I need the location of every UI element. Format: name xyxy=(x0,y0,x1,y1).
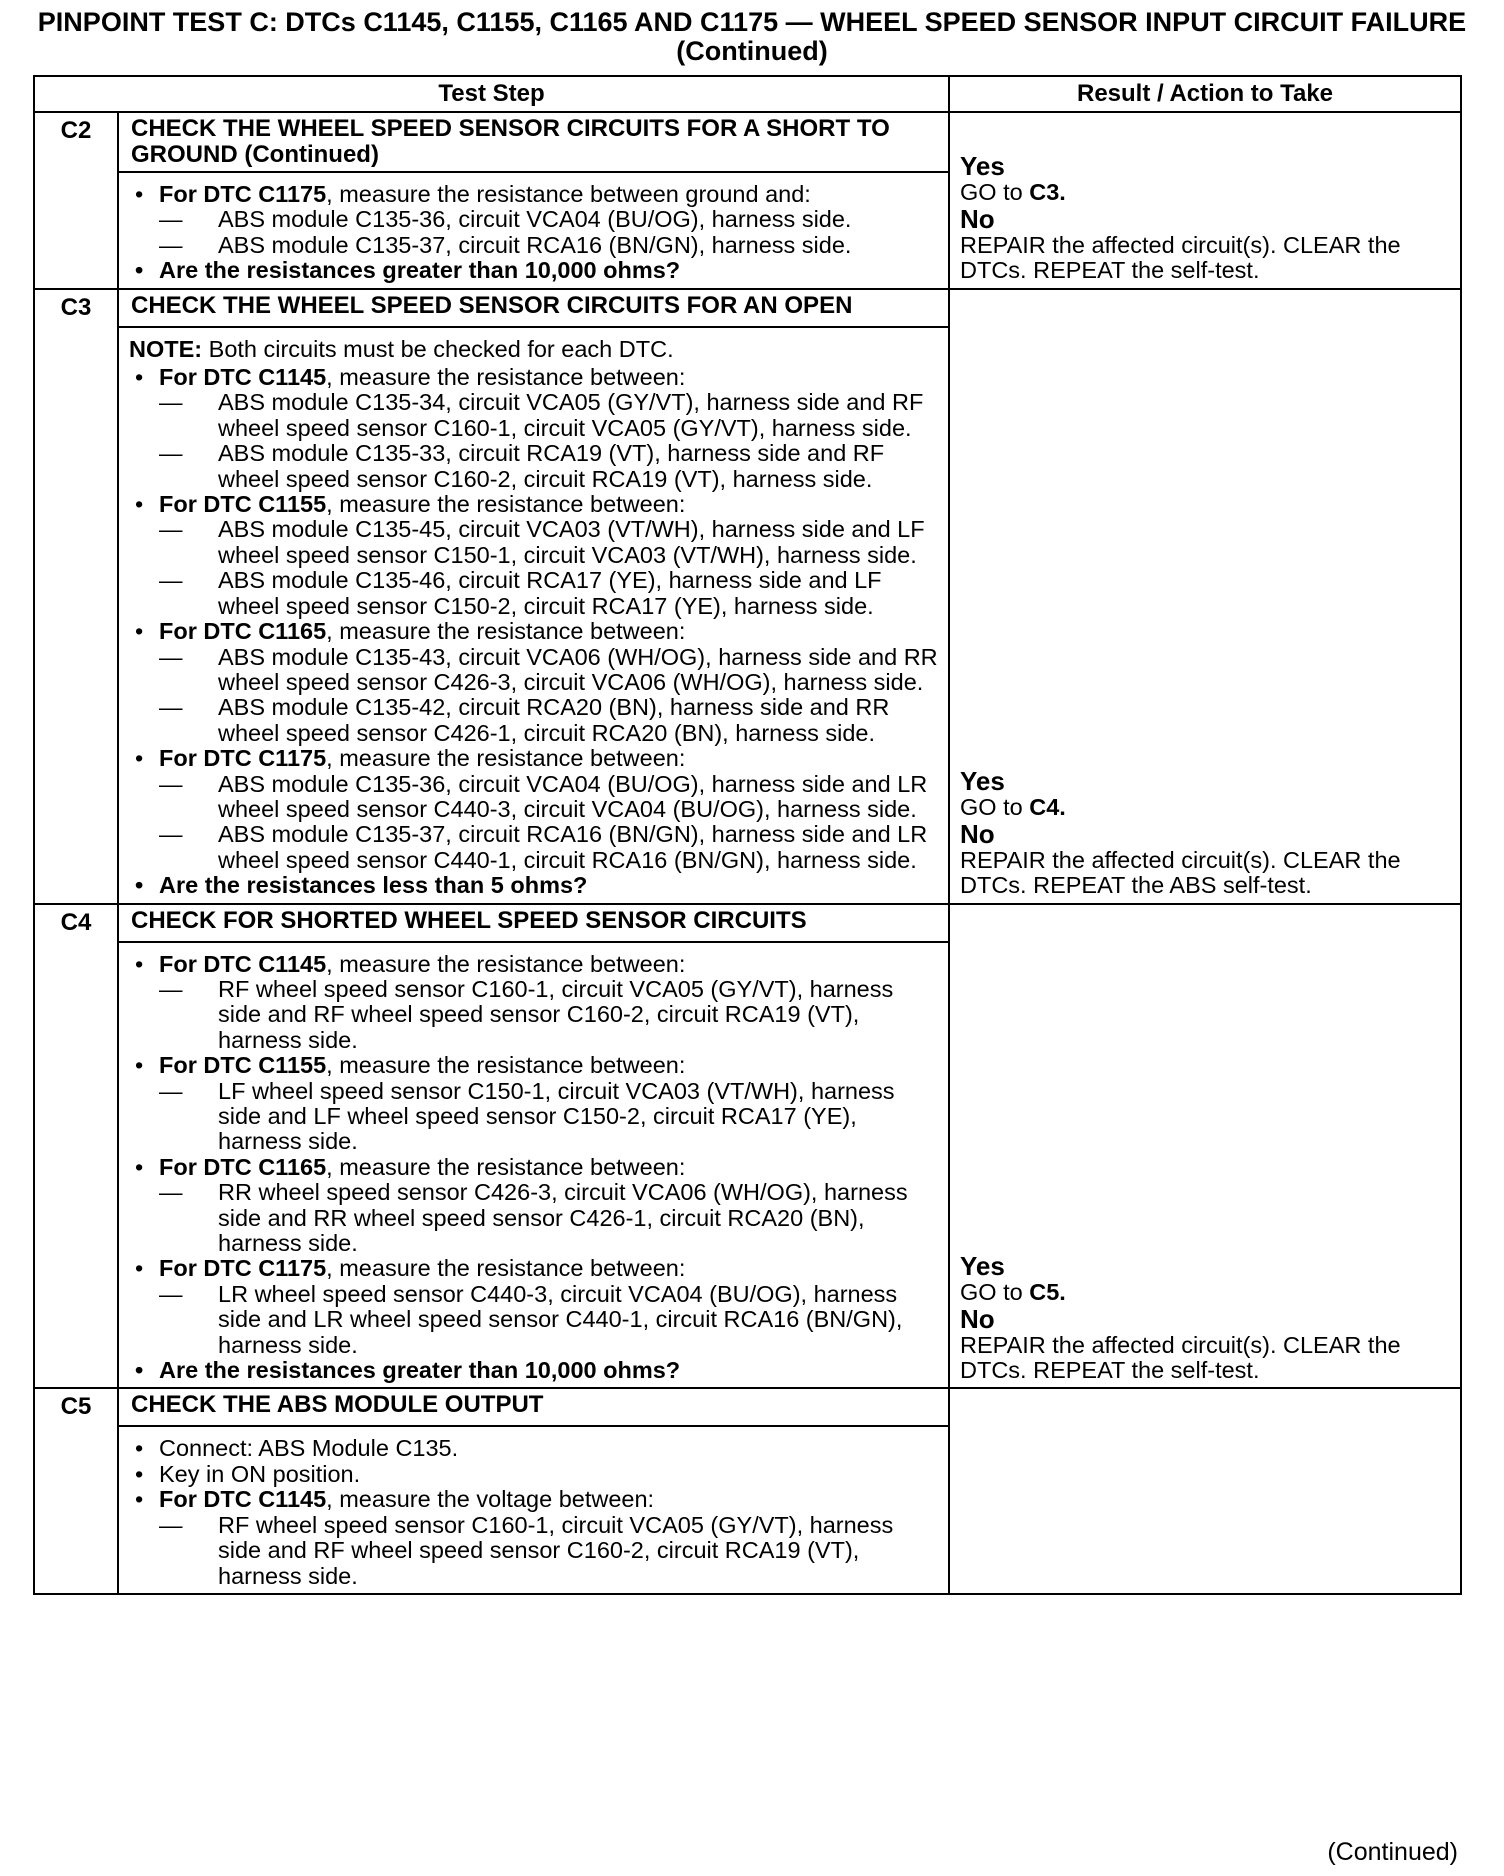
instruction-text: , measure the resistance between: xyxy=(326,1153,686,1180)
dtc-label: For DTC C1155 xyxy=(159,1052,327,1079)
bullet-item xyxy=(129,952,940,1054)
sub-item: — ABS module C135-46, circuit RCA17 (YE), harness side and LF wheel speed sensor C150-2, circuit RCA17 (YE), harness side. xyxy=(159,568,940,619)
test-question: • Are the resistances greater than 10,000 ohms? xyxy=(129,258,940,283)
go-to-step-c3: C3. xyxy=(1029,179,1066,206)
sub-item: — RF wheel speed sensor C160-1, circuit VCA05 (GY/VT), harness side and RF wheel speed sensor C160-2, circuit RCA19 (VT), harness side. xyxy=(159,1513,940,1589)
instruction-text: , measure the resistance between: xyxy=(326,745,686,772)
instruction-text: , measure the voltage between: xyxy=(326,1486,655,1513)
go-to-step-c5: C5. xyxy=(1029,1279,1066,1306)
step-c2-title: CHECK THE WHEEL SPEED SENSOR CIRCUITS FOR A SHORT TO GROUND (Continued) xyxy=(118,112,949,172)
dtc-label: For DTC C1155 xyxy=(159,491,327,518)
sub-item: — RR wheel speed sensor C426-3, circuit VCA06 (WH/OG), harness side and RR wheel speed sensor C426-1, circuit RCA20 (BN), harness side. xyxy=(159,1180,940,1256)
bullet-item: • Connect: ABS Module C135. xyxy=(129,1436,940,1461)
step-c5-id: C5 xyxy=(34,1388,118,1593)
dtc-label: For DTC C1165 xyxy=(159,1153,327,1180)
step-c4-result xyxy=(949,904,1461,1389)
result-yes-label: Yes xyxy=(960,766,1005,797)
sub-item: — ABS module C135-45, circuit VCA03 (VT/WH), harness side and LF wheel speed sensor C150-1, circuit VCA03 (VT/WH), harness side. xyxy=(159,517,940,568)
note-text: Both circuits must be checked for each DTC. xyxy=(202,335,674,362)
step-c2-result xyxy=(949,112,1461,289)
result-yes-action xyxy=(960,1280,1452,1305)
test-step-header: Test Step xyxy=(34,76,949,112)
table-header-row xyxy=(34,76,1461,112)
instruction-text: , measure the resistance between: xyxy=(326,1052,686,1079)
bullet-item xyxy=(129,182,940,258)
step-c5-result xyxy=(949,1388,1461,1593)
result-yes-action xyxy=(960,180,1452,205)
sub-item: — ABS module C135-37, circuit RCA16 (BN/GN), harness side. xyxy=(159,233,940,258)
bullet-item xyxy=(129,619,940,746)
step-c5-body xyxy=(118,1426,949,1593)
bullet-item xyxy=(129,492,940,619)
test-question: • Are the resistances less than 5 ohms? xyxy=(129,873,940,898)
result-no-label: No xyxy=(960,203,995,234)
bullet-item xyxy=(129,746,940,873)
bullet-item: • Key in ON position. xyxy=(129,1462,940,1487)
go-to-step-c4: C4. xyxy=(1029,794,1066,821)
sub-item: — LF wheel speed sensor C150-1, circuit VCA03 (VT/WH), harness side and LF wheel speed sensor C150-2, circuit RCA17 (YE), harness side. xyxy=(159,1079,940,1155)
go-to-text: GO to xyxy=(960,794,1023,821)
test-question: • Are the resistances greater than 10,000 ohms? xyxy=(129,1358,940,1383)
dtc-label: For DTC C1145 xyxy=(159,950,327,977)
sub-item: — LR wheel speed sensor C440-3, circuit VCA04 (BU/OG), harness side and LR wheel speed sensor C440-1, circuit RCA16 (BN/GN), harness side. xyxy=(159,1282,940,1358)
note-line xyxy=(129,337,940,362)
dtc-label: For DTC C1165 xyxy=(159,618,327,645)
instruction-text: , measure the resistance between: xyxy=(326,618,686,645)
step-c2-body xyxy=(118,172,949,289)
step-c5-title-row xyxy=(34,1388,1461,1426)
step-c3-id: C3 xyxy=(34,289,118,904)
sub-item: — ABS module C135-37, circuit RCA16 (BN/GN), harness side and LR wheel speed sensor C440-1, circuit RCA16 (BN/GN), harness side. xyxy=(159,822,940,873)
dtc-label: For DTC C1175 xyxy=(159,745,327,772)
step-c4-title-row xyxy=(34,904,1461,942)
result-yes-action xyxy=(960,795,1452,820)
result-no-label: No xyxy=(960,818,995,849)
bullet-item xyxy=(129,1256,940,1358)
result-header: Result / Action to Take xyxy=(949,76,1461,112)
dtc-label: For DTC C1145 xyxy=(159,1486,327,1513)
bullet-item xyxy=(129,365,940,492)
note-label: NOTE: xyxy=(129,335,203,362)
dtc-label: For DTC C1175 xyxy=(159,181,327,207)
result-yes-label: Yes xyxy=(960,1251,1005,1282)
sub-item: — ABS module C135-36, circuit VCA04 (BU/OG), harness side and LR wheel speed sensor C440-3, circuit VCA04 (BU/OG), harness side. xyxy=(159,772,940,823)
instruction-text: , measure the resistance between: xyxy=(326,1255,686,1282)
instruction-text: , measure the resistance between: xyxy=(326,491,686,518)
result-no-action: REPAIR the affected circuit(s). CLEAR the DTCs. REPEAT the self-test. xyxy=(960,231,1401,284)
dtc-label: For DTC C1145 xyxy=(159,364,327,391)
pinpoint-test-table xyxy=(33,75,1462,1595)
bullet-item xyxy=(129,1487,940,1589)
result-no-action: REPAIR the affected circuit(s). CLEAR the DTCs. REPEAT the ABS self-test. xyxy=(960,846,1401,899)
go-to-text: GO to xyxy=(960,179,1023,206)
step-c3-body xyxy=(118,327,949,904)
result-no-label: No xyxy=(960,1303,995,1334)
sub-item: — ABS module C135-43, circuit VCA06 (WH/OG), harness side and RR wheel speed sensor C426-3, circuit VCA06 (WH/OG), harness side. xyxy=(159,645,940,696)
bullet-item xyxy=(129,1053,940,1155)
instruction-text: , measure the resistance between: xyxy=(326,364,686,391)
page-title: PINPOINT TEST C: DTCs C1145, C1155, C1165 AND C1175 — WHEEL SPEED SENSOR INPUT CIRCUIT FAILURE (Continued) xyxy=(37,7,1467,66)
sub-item: — RF wheel speed sensor C160-1, circuit VCA05 (GY/VT), harness side and RF wheel speed sensor C160-2, circuit RCA19 (VT), harness side. xyxy=(159,977,940,1053)
bullet-item xyxy=(129,1155,940,1257)
sub-item: — ABS module C135-36, circuit VCA04 (BU/OG), harness side. xyxy=(159,207,940,232)
dtc-label: For DTC C1175 xyxy=(159,1255,327,1282)
step-c4-body xyxy=(118,942,949,1389)
step-c2-id: C2 xyxy=(34,112,118,289)
sub-item: — ABS module C135-42, circuit RCA20 (BN), harness side and RR wheel speed sensor C426-1, circuit RCA20 (BN), harness side. xyxy=(159,695,940,746)
sub-item: — ABS module C135-33, circuit RCA19 (VT), harness side and RF wheel speed sensor C160-2, circuit RCA19 (VT), harness side. xyxy=(159,441,940,492)
step-c4-id: C4 xyxy=(34,904,118,1389)
step-c3-result xyxy=(949,289,1461,904)
step-c4-title: CHECK FOR SHORTED WHEEL SPEED SENSOR CIRCUITS xyxy=(118,904,949,942)
step-c2-title-row xyxy=(34,112,1461,172)
instruction-text: , measure the resistance between ground and: xyxy=(326,181,811,207)
go-to-text: GO to xyxy=(960,1279,1023,1306)
step-c3-title: CHECK THE WHEEL SPEED SENSOR CIRCUITS FOR AN OPEN xyxy=(118,289,949,327)
step-c3-title-row xyxy=(34,289,1461,327)
instruction-text: , measure the resistance between: xyxy=(326,950,686,977)
continued-footer: (Continued) xyxy=(1327,1838,1458,1866)
step-c5-title: CHECK THE ABS MODULE OUTPUT xyxy=(118,1388,949,1426)
sub-item: — ABS module C135-34, circuit VCA05 (GY/VT), harness side and RF wheel speed sensor C160-1, circuit VCA05 (GY/VT), harness side. xyxy=(159,390,940,441)
result-yes-label: Yes xyxy=(960,151,1005,182)
result-no-action: REPAIR the affected circuit(s). CLEAR the DTCs. REPEAT the self-test. xyxy=(960,1331,1401,1384)
